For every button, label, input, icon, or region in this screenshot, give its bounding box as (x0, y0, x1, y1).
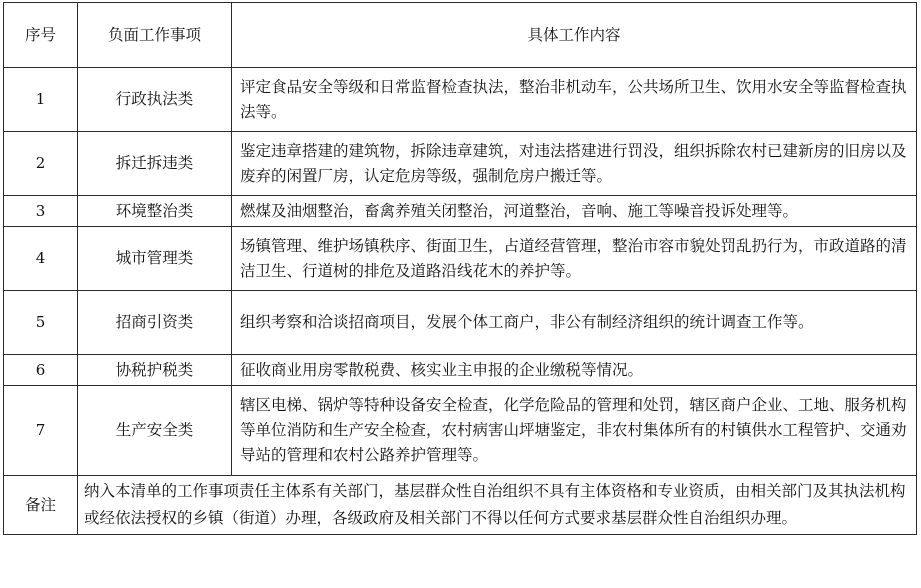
row-number: 6 (4, 355, 78, 386)
row-item: 协税护税类 (78, 355, 232, 386)
header-row (4, 3, 917, 68)
row-number: 7 (4, 386, 78, 476)
row-item: 城市管理类 (78, 227, 232, 291)
row-number: 2 (4, 132, 78, 196)
header-work-content: 具体工作内容 (232, 3, 917, 68)
note-row (4, 476, 917, 535)
table-row (4, 196, 917, 227)
negative-work-list-table (3, 2, 917, 535)
row-content: 鉴定违章搭建的建筑物，拆除违章建筑，对违法搭建进行罚没，组织拆除农村已建新房的旧房以及废弃的闲置厂房，认定危房等级，强制危房户搬迁等。 (232, 132, 917, 196)
table-row (4, 227, 917, 291)
row-number: 5 (4, 291, 78, 355)
table-row (4, 68, 917, 132)
row-item: 行政执法类 (78, 68, 232, 132)
row-number: 1 (4, 68, 78, 132)
table-row (4, 355, 917, 386)
row-number: 4 (4, 227, 78, 291)
row-content: 辖区电梯、锅炉等特种设备安全检查，化学危险品的管理和处罚，辖区商户企业、工地、服务机构等单位消防和生产安全检查，农村病害山坪塘鉴定，非农村集体所有的村镇供水工程管护、交通劝导站的管理和农村公路养护管理等。 (232, 386, 917, 476)
table-row (4, 132, 917, 196)
row-content: 燃煤及油烟整治，畜禽养殖关闭整治，河道整治，音响、施工等噪音投诉处理等。 (232, 196, 917, 227)
row-item: 环境整治类 (78, 196, 232, 227)
row-item: 拆迁拆违类 (78, 132, 232, 196)
row-content: 组织考察和洽谈招商项目，发展个体工商户，非公有制经济组织的统计调查工作等。 (232, 291, 917, 355)
row-content: 评定食品安全等级和日常监督检查执法，整治非机动车，公共场所卫生、饮用水安全等监督检查执法等。 (232, 68, 917, 132)
header-serial-number: 序号 (4, 3, 78, 68)
table-row (4, 386, 917, 476)
table-row (4, 291, 917, 355)
row-item: 招商引资类 (78, 291, 232, 355)
note-text: 纳入本清单的工作事项责任主体系有关部门，基层群众性自治组织不具有主体资格和专业资质，由相关部门及其执法机构或经依法授权的乡镇（街道）办理，各级政府及相关部门不得以任何方式要求基层群众性自治组织办理。 (78, 476, 917, 535)
row-content: 场镇管理、维护场镇秩序、街面卫生，占道经营管理，整治市容市貌处罚乱扔行为，市政道路的清洁卫生、行道树的排危及道路沿线花木的养护等。 (232, 227, 917, 291)
row-item: 生产安全类 (78, 386, 232, 476)
row-content: 征收商业用房零散税费、核实业主申报的企业缴税等情况。 (232, 355, 917, 386)
note-label: 备注 (4, 476, 78, 535)
header-work-item: 负面工作事项 (78, 3, 232, 68)
row-number: 3 (4, 196, 78, 227)
